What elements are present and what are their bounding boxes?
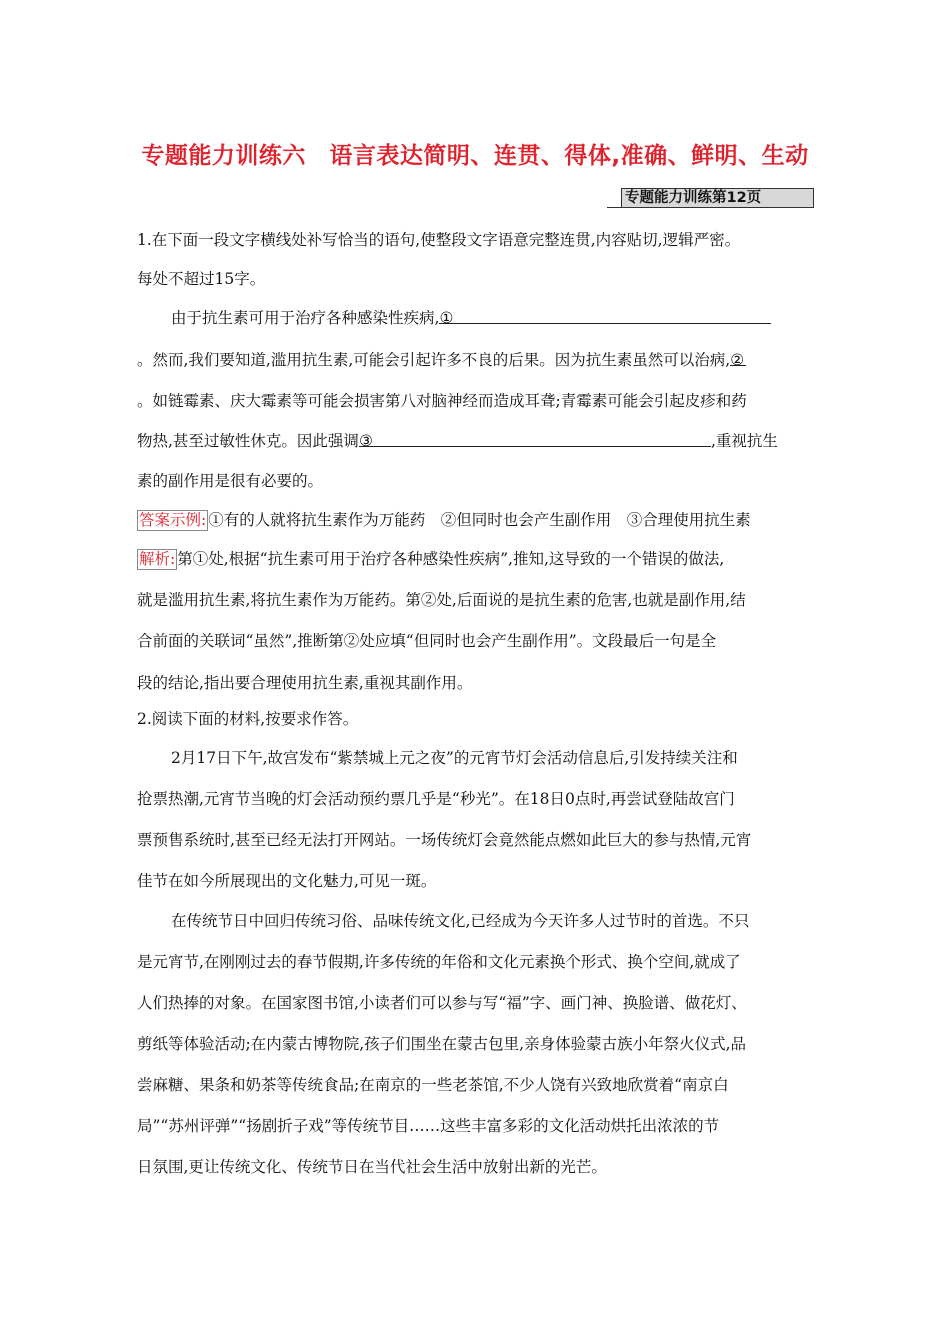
analysis-line-3: 合前面的关联词“虽然”,推断第②处应填“但同时也会产生副作用”。文段最后一句是全 — [137, 632, 717, 650]
q2-para2-line-3: 人们热捧的对象。在国家图书馆,小读者们可以参与写“福”字、画门神、换脸谱、做花灯、 — [137, 994, 747, 1012]
q2-para2-line-7: 日氛围,更让传统文化、传统节日在当代社会生活中放射出新的光芒。 — [137, 1158, 607, 1176]
passage-text: 物热,甚至过敏性休克。因此强调 — [137, 432, 359, 450]
blank-3-number: ③ — [358, 432, 373, 450]
q2-para2-line-6: 局”“苏州评弹”“扬剧折子戏”等传统节目……这些丰富多彩的文化活动烘托出浓浓的节 — [137, 1117, 720, 1135]
analysis-text: 第①处,根据“抗生素可用于治疗各种感染性疾病”,推知,这导致的一个错误的做法, — [177, 550, 725, 568]
q2-para2-line-1: 在传统节日中回归传统习俗、品味传统文化,已经成为今天许多人过节时的首选。不只 — [171, 912, 750, 930]
q2-para1-line-3: 票预售系统时,甚至已经无法打开网站。一场传统灯会竟然能点燃如此巨大的参与热情,元宵 — [137, 831, 752, 849]
page-tag — [607, 188, 814, 208]
q1-passage-line-1 — [171, 307, 771, 329]
page-title: 专题能力训练六 语言表达简明、连贯、得体,准确、鲜明、生动 — [141, 143, 809, 169]
q1-passage-line-2 — [137, 349, 746, 371]
blank-2-number: ② — [730, 351, 745, 369]
q1-prompt-line-1: 1.在下面一段文字横线处补写恰当的语句,使整段文字语意完整连贯,内容贴切,逻辑严密。 — [137, 231, 741, 249]
q2-para2-line-5: 尝麻糖、果条和奶茶等传统食品;在南京的一些老茶馆,不少人饶有兴致地欣赏着“南京白 — [137, 1076, 729, 1094]
answer-label: 答案示例: — [139, 511, 207, 529]
q2-para2-line-4: 剪纸等体验活动;在内蒙古博物院,孩子们围坐在蒙古包里,亲身体验蒙古族小年祭火仪式,品 — [137, 1035, 747, 1053]
q2-para1-line-4: 佳节在如今所展现出的文化魅力,可见一斑。 — [137, 872, 437, 890]
analysis-line-4: 段的结论,指出要合理使用抗生素,重视其副作用。 — [137, 674, 473, 692]
blank-1-field[interactable] — [439, 307, 771, 327]
answer-text: ①有的人就将抗生素作为万能药 ②但同时也会产生副作用 ③合理使用抗生素 — [208, 511, 751, 529]
q2-prompt: 2.阅读下面的材料,按要求作答。 — [137, 710, 359, 728]
tag-rule — [607, 207, 621, 208]
passage-text: ,重视抗生 — [710, 432, 778, 450]
blank-2-field[interactable] — [730, 349, 746, 369]
passage-text: 。然而,我们要知道,滥用抗生素,可能会引起许多不良的后果。因为抗生素虽然可以治病, — [137, 351, 731, 369]
analysis-line-1 — [137, 548, 724, 570]
passage-text: 由于抗生素可用于治疗各种感染性疾病, — [171, 309, 440, 327]
page-tag-label: 专题能力训练第12页 — [621, 188, 814, 208]
analysis-line-2: 就是滥用抗生素,将抗生素作为万能药。第②处,后面说的是抗生素的危害,也就是副作用,结 — [137, 591, 746, 609]
q2-para1-line-1: 2月17日下午,故宫发布“紫禁城上元之夜”的元宵节灯会活动信息后,引发持续关注和 — [171, 749, 738, 767]
q1-prompt-line-2: 每处不超过15字。 — [137, 270, 266, 288]
q2-para1-line-2: 抢票热潮,元宵节当晚的灯会活动预约票几乎是“秒光”。在18日0点时,再尝试登陆故宫门 — [137, 790, 735, 808]
q1-passage-line-4 — [137, 430, 778, 452]
blank-1-number: ① — [439, 309, 454, 327]
q1-passage-line-5: 素的副作用是很有必要的。 — [137, 472, 324, 490]
analysis-label: 解析: — [139, 550, 176, 568]
q1-passage-line-3: 。如链霉素、庆大霉素等可能会损害第八对脑神经而造成耳聋;青霉素可能会引起皮疹和药 — [137, 392, 747, 410]
answer-line — [137, 509, 751, 531]
q2-para2-line-2: 是元宵节,在刚刚过去的春节假期,许多传统的年俗和文化元素换个形式、换个空间,就成了 — [137, 953, 741, 971]
blank-3-field[interactable] — [358, 430, 711, 450]
